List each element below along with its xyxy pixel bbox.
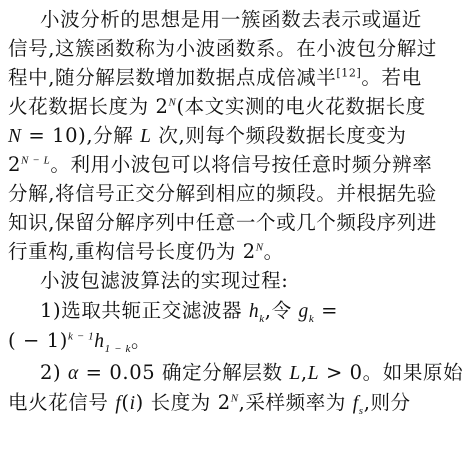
- text-span: 1)选取共轭正交滤波器: [40, 299, 249, 322]
- text-span: =: [314, 299, 339, 322]
- text-line-3: [8, 64, 460, 92]
- text-span: 程中,随分解层数增加数据点成倍减半: [8, 66, 337, 89]
- text-span: ,令: [264, 299, 299, 322]
- text-line-4: [8, 93, 460, 121]
- text-line-8: [8, 209, 460, 237]
- text-span: (本文实测的电火花数据长度: [176, 95, 426, 118]
- text-line-5: [8, 122, 460, 151]
- text-line-14: [8, 389, 460, 418]
- math-subscript: s: [358, 404, 364, 417]
- math-var: L: [289, 363, 301, 384]
- math-var: h: [94, 331, 105, 352]
- text-span: 小波分析的思想是用一簇函数去表示或逼近: [40, 8, 422, 31]
- text-span: 火花数据长度为 2: [8, 95, 169, 118]
- citation-ref: [12]: [336, 66, 362, 80]
- math-subscript: k: [308, 312, 315, 325]
- math-var: f: [115, 393, 122, 414]
- math-superscript: N: [168, 96, 177, 109]
- text-span: ,: [300, 361, 308, 384]
- text-line-7: [8, 180, 460, 208]
- text-span: 。利用小波包可以将信号按任意时频分辨率: [50, 153, 433, 176]
- text-span: 次,则每个频段数据长度变为: [151, 124, 407, 147]
- math-var: L: [140, 126, 152, 147]
- text-span: (: [121, 391, 130, 414]
- text-span: 知识,保留分解序列中任意一个或几个频段序列进: [8, 211, 437, 234]
- text-span: 。: [263, 240, 284, 263]
- text-span: > 0。如果原始: [319, 361, 464, 384]
- text-span: ) 长度为 2: [135, 391, 231, 414]
- text-span: ,采样频率为: [238, 391, 353, 414]
- math-var: N: [8, 126, 22, 147]
- math-superscript: k − 1: [67, 330, 95, 343]
- text-span: 2): [40, 361, 69, 384]
- math-var: L: [307, 363, 320, 384]
- text-span: 。: [130, 329, 152, 352]
- math-superscript: N: [230, 392, 239, 405]
- math-superscript: N − L: [21, 154, 51, 167]
- math-superscript: N: [255, 241, 264, 254]
- text-span: = 10),分解: [21, 124, 141, 147]
- text-span: 信号,这簇函数称为小波函数系。在小波包分解过: [8, 37, 437, 60]
- text-span: 分解,将信号正交分解到相应的频段。并根据先验: [8, 182, 437, 205]
- math-subscript: k: [259, 312, 265, 325]
- math-var: g: [298, 301, 309, 322]
- text-span: 行重构,重构信号长度仍为 2: [8, 240, 256, 263]
- text-span: 。若电: [361, 66, 422, 89]
- text-line-9: [8, 238, 460, 266]
- text-span: 小波包滤波算法的实现过程:: [40, 269, 289, 292]
- math-var: h: [248, 301, 260, 322]
- text-line-10: [40, 267, 460, 295]
- math-var: f: [352, 393, 359, 414]
- math-var: i: [129, 393, 136, 414]
- text-line-2: [8, 35, 460, 63]
- text-line-12: [8, 327, 460, 356]
- text-span: ,则分: [363, 391, 411, 414]
- text-line-1: [40, 6, 460, 34]
- text-line-13: [40, 359, 464, 388]
- text-line-6: [8, 151, 460, 179]
- math-var: α: [68, 363, 79, 384]
- text-span: 电火花信号: [8, 391, 116, 414]
- text-line-11: [40, 297, 460, 326]
- text-span: ( − 1): [8, 329, 68, 352]
- math-subscript: 1 − k: [104, 342, 131, 355]
- text-span: 2: [8, 153, 22, 176]
- text-span: = 0.05 确定分解层数: [78, 361, 290, 384]
